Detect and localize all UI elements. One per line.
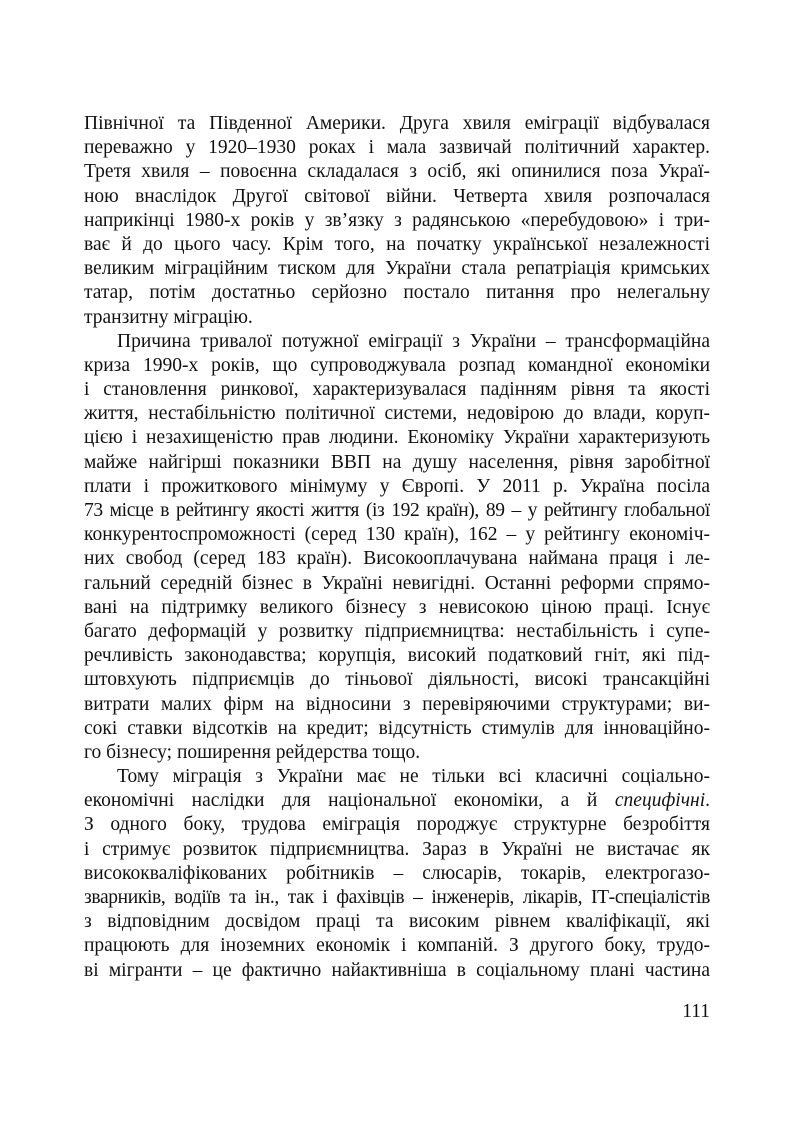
text-line: і стримує розвиток підприємництва. Зараз в Україні не вистачає як: [84, 838, 710, 860]
text-line: вані на підтримку великого бізнесу з невисокою ціною праці. Існує: [84, 596, 710, 618]
text-line-with-italic: [84, 789, 710, 813]
text-line: зварників, водіїв та ін., так і фахівців – інженерів, лікарів, ІТ-спеціалістів: [84, 887, 710, 908]
text-line: наприкінці 1980-х років у зв’язку з радянською «перебудовою» і три-: [84, 209, 710, 231]
paragraph-2: [84, 330, 710, 765]
text-line: конкурентоспроможності (серед 130 країн), 162 – у рейтингу економіч-: [84, 524, 710, 546]
text-line: сокі ставки відсотків на кредит; відсутність стимулів для інноваційно-: [84, 717, 710, 739]
text-line: ною внаслідок Другої світової війни. Четверта хвиля розпочалася: [84, 185, 710, 207]
text-line: переважно у 1920–1930 роках і мала зазвичай політичний характер.: [84, 137, 710, 159]
text-line: з відповідним досвідом праці та високим рівнем кваліфікації, які: [84, 911, 710, 933]
text-line: транзитну міграцію.: [84, 306, 253, 328]
italic-term: специфічні: [614, 790, 706, 812]
text-line: речливість законодавства; корупція, високий податковий гніт, які під-: [84, 645, 710, 667]
text-line: Причина тривалої потужної еміграції з України – трансформаційна: [117, 330, 710, 352]
text-line: них свобод (серед 183 країн). Високооплачувана наймана праця і ле-: [84, 548, 710, 570]
text-line: ває й до цього часу. Крім того, на початку української незалежності: [84, 233, 710, 255]
text-line: життя, нестабільністю політичної системи, недовірою до влади, коруп-: [84, 403, 710, 425]
text-line: витрати малих фірм на відносини з перевіряючими структурами; ви-: [84, 693, 710, 715]
text-line: висококваліфікованих робітників – слюсарів, токарів, електрогазо-: [84, 862, 710, 884]
text-line: гальний середній бізнес в Україні невигідні. Останні реформи спрямо-: [84, 572, 710, 594]
page-number: 111: [682, 1001, 710, 1022]
text-line: З одного боку, трудова еміграція породжує структурне безробіття: [84, 814, 710, 836]
text-line: багато деформацій у розвитку підприємництва: нестабільність і супе-: [84, 620, 710, 642]
text-line: великим міграційним тиском для України стала репатріація кримських: [84, 258, 710, 280]
text-line: Північної та Південної Америки. Друга хвиля еміграції відбувалася: [84, 113, 710, 134]
text-fragment: економічні наслідки для національної економіки, а й: [84, 790, 615, 812]
text-line: ві мігранти – це фактично найактивніша в соціальному плані частина: [84, 959, 710, 981]
text-line: криза 1990-х років, що супроводжувала розпад командної економіки: [84, 354, 710, 376]
text-line: і становлення ринкової, характеризувалася падінням рівня та якості: [84, 379, 710, 401]
text-line: го бізнесу; поширення рейдерства тощо.: [84, 741, 421, 763]
text-line: 73 місце в рейтингу якості життя (із 192 країн), 89 – у рейтингу глобальної: [84, 500, 710, 521]
page-body: [84, 112, 710, 983]
paragraph-1: [84, 112, 710, 330]
text-line: Третя хвиля – повоєнна складалася з осіб, які опинилися поза Украї-: [84, 161, 710, 183]
text-line: працюють для іноземних економік і компаній. З другого боку, трудо-: [84, 935, 710, 957]
text-line: штовхують підприємців до тіньової діяльності, високі трансакційні: [84, 669, 710, 691]
text-line: татар, потім достатньо серйозно постало питання про нелегальну: [84, 282, 710, 304]
paragraph-3: [84, 765, 710, 983]
text-line: плати і прожиткового мінімуму у Європі. У 2011 р. Україна посіла: [84, 475, 710, 497]
text-line: Тому міграція з України має не тільки всі класичні соціально-: [117, 766, 710, 788]
text-fragment: .: [705, 790, 710, 812]
text-line: цією і незахищеністю прав людини. Економіку України характеризують: [84, 427, 710, 449]
text-line: майже найгірші показники ВВП на душу населення, рівня заробітної: [84, 451, 710, 473]
